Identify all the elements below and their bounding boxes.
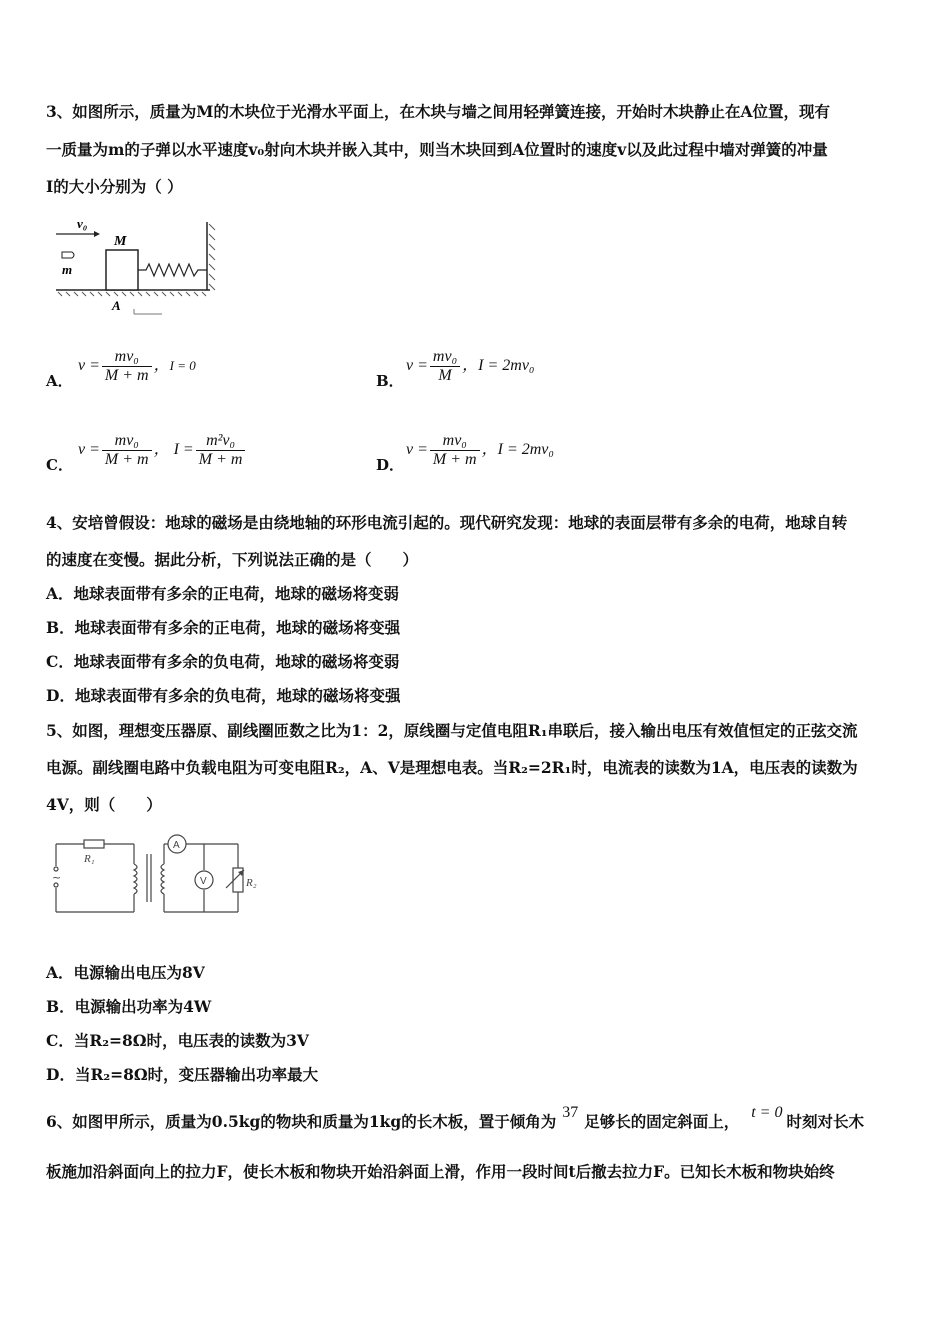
ac-source-symbol: ~ <box>52 871 62 884</box>
q6-line-1: 6、如图甲所示，质量为0.5kg的物块和质量为1kg的长木板，置于倾角为 37 足够长的固定斜面上， t = 0 时刻对长木 <box>46 1104 864 1131</box>
label-A: A <box>112 298 121 313</box>
q5-option-a[interactable]: A．电源输出电压为8V <box>46 963 205 982</box>
q3-option-c-formula: v = $\frac{\text{mv₀}}{M + m}$ ， I = $\frac{\text{m²v₀}}{M + m}$ <box>78 432 247 469</box>
q6-line-2: 板施加沿斜面向上的拉力F，使长木板和物块开始沿斜面上滑，作用一段时间t后撤去拉力F。已知长木板和物块始终 <box>46 1162 835 1181</box>
q3-line-1: 3、如图所示，质量为M的木块位于光滑水平面上，在木块与墙之间用轻弹簧连接，开始时木块静止在A位置，现有 <box>46 102 830 121</box>
angle-37: 37 <box>562 1104 579 1121</box>
q5-option-b[interactable]: B．电源输出功率为4W <box>46 997 212 1016</box>
q3-option-d-formula: v = $\frac{\text{mv₀}}{M + m}$ ，I = 2mv₀ <box>406 432 554 468</box>
q3-option-b-label[interactable]: B． <box>376 372 404 390</box>
label-R2: R₂ <box>246 877 257 889</box>
t-equals-zero: t = 0 <box>751 1104 783 1121</box>
q3-option-b-formula: v = $\frac{\text{mv₀}}{M}$ ，I = 2mv₀ <box>406 348 535 384</box>
label-M: M <box>114 234 127 249</box>
q4-option-a[interactable]: A．地球表面带有多余的正电荷，地球的磁场将变弱 <box>46 584 400 603</box>
q4-option-d[interactable]: D．地球表面带有多余的负电荷，地球的磁场将变强 <box>46 686 401 705</box>
q3-option-c-label[interactable]: C． <box>46 456 73 474</box>
q3-option-d-label[interactable]: D． <box>376 456 405 474</box>
q3-option-a-label[interactable]: A． <box>46 372 73 390</box>
ammeter-label: A <box>173 840 180 851</box>
q5-option-c[interactable]: C．当R₂=8Ω时，电压表的读数为3V <box>46 1031 309 1050</box>
label-m: m <box>62 262 73 277</box>
q4-line-2: 的速度在变慢。据此分析，下列说法正确的是（ ） <box>46 550 419 569</box>
q5-line-1: 5、如图，理想变压器原、副线圈匝数之比为1：2，原线圈与定值电阻R₁串联后，接入输出电压有效值恒定的正弦交流 <box>46 721 858 740</box>
q4-option-b[interactable]: B．地球表面带有多余的正电荷，地球的磁场将变强 <box>46 618 401 637</box>
label-v0: v₀ <box>77 216 88 231</box>
q5-figure-transformer-circuit <box>48 832 268 918</box>
q3-figure-block-spring-wall <box>50 212 225 322</box>
q4-line-1: 4、安培曾假设：地球的磁场是由绕地轴的环形电流引起的。现代研究发现：地球的表面层带有多余的电荷，地球自转 <box>46 513 848 532</box>
label-R1: R₁ <box>84 853 95 865</box>
q5-line-3: 4V，则（ ） <box>46 795 162 814</box>
q3-line-3: I的大小分别为（ ） <box>46 177 183 196</box>
q3-option-a-formula: v = $\frac{\text{mv₀}}{M + m}$ ，I = 0 <box>78 348 196 384</box>
q4-option-c[interactable]: C．地球表面带有多余的负电荷，地球的磁场将变弱 <box>46 652 400 671</box>
q5-option-d[interactable]: D．当R₂=8Ω时，变压器输出功率最大 <box>46 1065 319 1084</box>
voltmeter-label: V <box>200 876 207 887</box>
q5-line-2: 电源。副线圈电路中负载电阻为可变电阻R₂，A、V是理想电表。当R₂=2R₁时，电流表的读数为1A，电压表的读数为 <box>46 758 858 777</box>
q3-line-2: 一质量为m的子弹以水平速度v₀射向木块并嵌入其中，则当木块回到A位置时的速度v以及此过程中墙对弹簧的冲量 <box>46 140 828 159</box>
